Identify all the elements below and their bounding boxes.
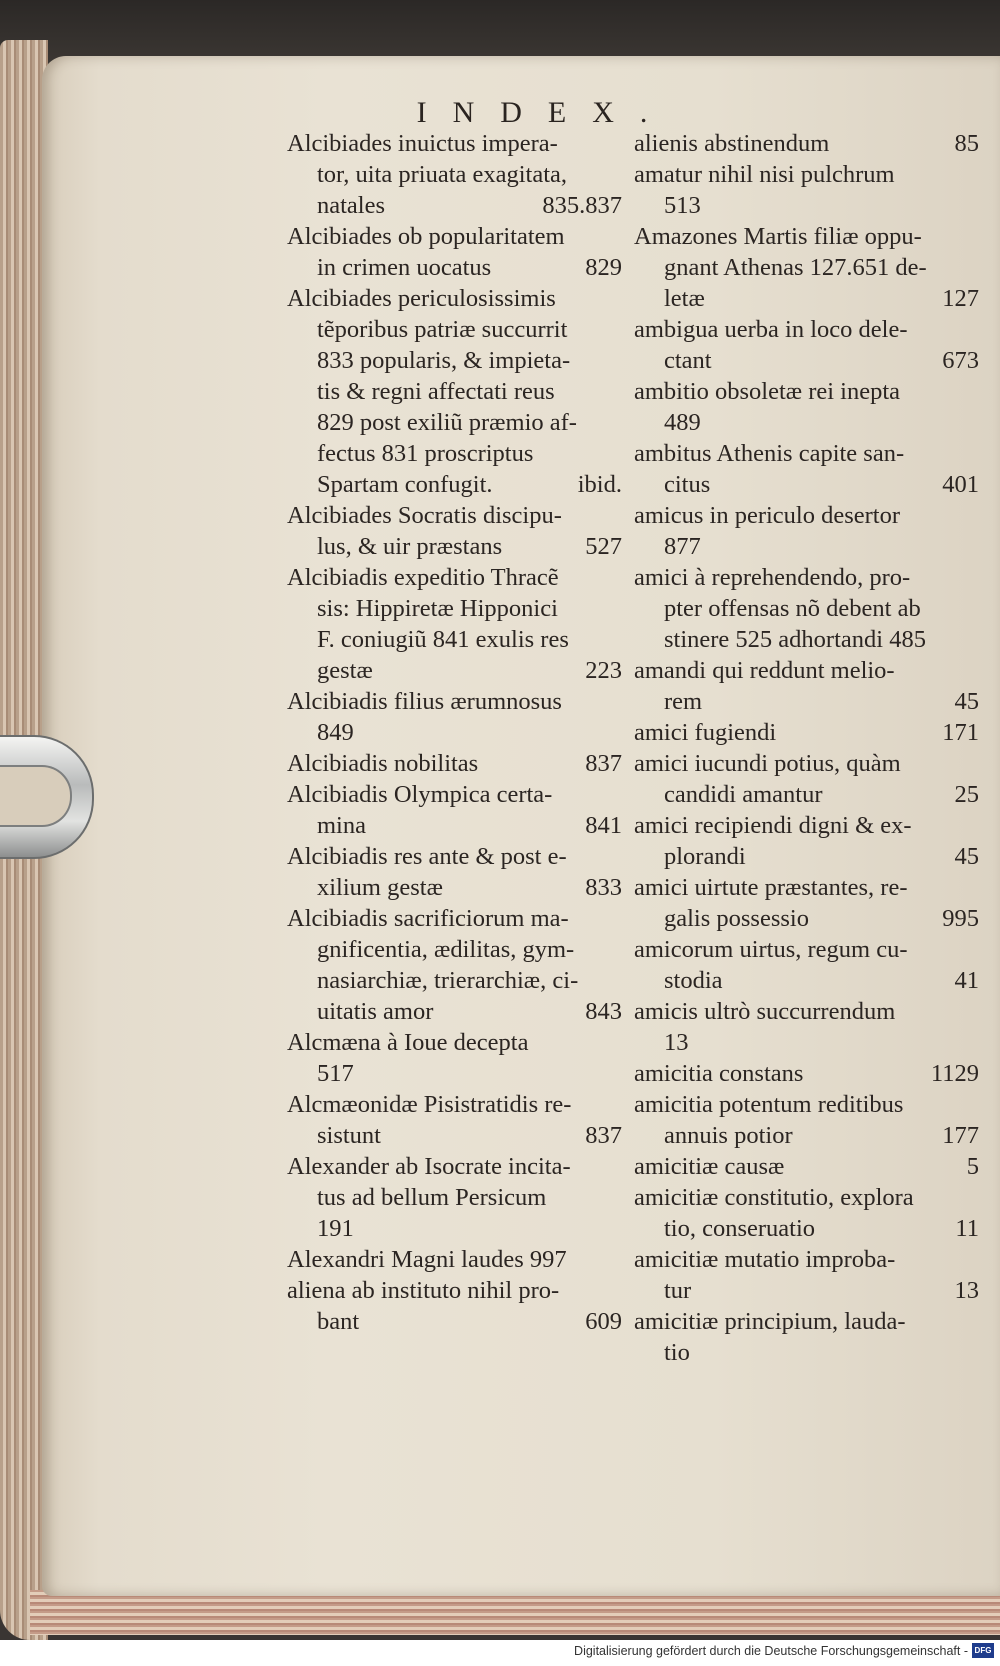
page-number: 1129 [930, 1060, 979, 1087]
index-entry-text: Alcibiades ob popularitatem [287, 223, 565, 250]
index-column-right [634, 128, 979, 1368]
index-entry-text: alienis abstinendum [634, 130, 830, 157]
index-entry-text: Spartam confugit. [317, 471, 493, 498]
index-entry-line [634, 934, 979, 965]
index-entry-text: aliena ab instituto nihil pro- [287, 1277, 560, 1304]
index-entry-line [287, 345, 622, 376]
page-clip-inner [0, 765, 72, 827]
index-entry-text: amatur nihil nisi pulchrum [634, 161, 895, 188]
page-number: 223 [585, 657, 622, 684]
index-entry-line [634, 1213, 979, 1244]
index-entry [287, 903, 622, 1027]
index-entry-line [287, 283, 622, 314]
page-number: 45 [954, 688, 979, 715]
index-entry-text: mina [317, 812, 366, 839]
index-entry-text: amicitiæ principium, lauda- [634, 1308, 906, 1335]
index-entry-line [287, 624, 622, 655]
index-entry-text: stinere 525 adhortandi 485 [664, 626, 926, 653]
index-entry-line [287, 500, 622, 531]
index-entry-text: 489 [664, 409, 701, 436]
index-entry-line [287, 190, 622, 221]
index-entry-text: Alcmæna à Ioue decepta [287, 1029, 529, 1056]
index-entry-line [287, 965, 622, 996]
page-number: 11 [955, 1215, 979, 1242]
index-entry [634, 748, 979, 810]
index-entry-line [634, 1337, 979, 1368]
index-entry-line [287, 717, 622, 748]
index-entry-line [634, 314, 979, 345]
index-entry [287, 1027, 622, 1089]
index-entry-text: Alcibiadis expeditio Thracẽ [287, 564, 559, 591]
index-entry [287, 1275, 622, 1337]
page-number: 833 [585, 874, 622, 901]
page-number: 527 [585, 533, 622, 560]
index-entry-text: fectus 831 proscriptus [317, 440, 534, 467]
index-entry-text: tur [664, 1277, 692, 1304]
index-entry-line [287, 872, 622, 903]
index-entry-line [287, 996, 622, 1027]
index-entry-line [634, 779, 979, 810]
index-entry-line [634, 748, 979, 779]
index-entry [287, 221, 622, 283]
page-number: 177 [942, 1122, 979, 1149]
index-entry-line [287, 562, 622, 593]
index-entry-line [634, 841, 979, 872]
index-entry-line [634, 1306, 979, 1337]
index-entry-line [287, 128, 622, 159]
index-entry-line [634, 593, 979, 624]
index-entry-line [634, 965, 979, 996]
index-entry-text: Alexandri Magni laudes 997 [287, 1246, 567, 1273]
index-entry-line [634, 500, 979, 531]
page-number: 843 [585, 998, 622, 1025]
index-entry-text: sistunt [317, 1122, 381, 1149]
index-entry-text: amici uirtute præstantes, re- [634, 874, 908, 901]
index-entry-text: amicitiæ constitutio, explora [634, 1184, 914, 1211]
index-entry-text: xilium gestæ [317, 874, 443, 901]
index-entry-text: amici à reprehendendo, pro- [634, 564, 911, 591]
index-entry [287, 562, 622, 686]
index-entry-text: ctant [664, 347, 712, 374]
index-entry-text: amicus in periculo desertor [634, 502, 901, 529]
index-entry-text: amicis ultrò succurrendum [634, 998, 896, 1025]
index-entry-text: F. coniugiũ 841 exulis res [317, 626, 569, 653]
index-entry-line [287, 1182, 622, 1213]
index-entry-text: amici recipiendi digni & ex- [634, 812, 912, 839]
index-entry-text: pter offensas nõ debent ab [664, 595, 921, 622]
index-entry-text: tio, conseruatio [664, 1215, 816, 1242]
index-entry-line [287, 159, 622, 190]
index-entry-line [634, 1275, 979, 1306]
page-number: 41 [954, 967, 979, 994]
index-entry-line [287, 748, 622, 779]
page-number: 5 [966, 1153, 979, 1180]
index-entry-text: Alcibiades inuictus impera- [287, 130, 558, 157]
index-entry [287, 283, 622, 500]
index-entry-line [287, 252, 622, 283]
index-entry-line [287, 469, 622, 500]
index-entry [634, 221, 979, 314]
index-entry-text: in crimen uocatus [317, 254, 492, 281]
index-entry-line [634, 283, 979, 314]
index-entry-line [287, 1151, 622, 1182]
index-entry-text: 13 [664, 1029, 689, 1056]
index-entry-text: ambitus Athenis capite san- [634, 440, 905, 467]
index-entry-text: amicorum uirtus, regum cu- [634, 936, 908, 963]
index-entry-text: gnant Athenas 127.651 de- [664, 254, 927, 281]
page-number: 609 [585, 1308, 622, 1335]
index-entry-text: gnificentia, ædilitas, gym- [317, 936, 575, 963]
index-entry-line [634, 221, 979, 252]
page-number: 995 [942, 905, 979, 932]
index-entry [634, 996, 979, 1058]
index-entry-text: letæ [664, 285, 705, 312]
index-entry-line [287, 934, 622, 965]
index-entry-text: ambigua uerba in loco dele- [634, 316, 908, 343]
index-entry-line [634, 531, 979, 562]
index-entry-line [287, 407, 622, 438]
index-entry-text: nasiarchiæ, trierarchiæ, ci- [317, 967, 579, 994]
index-entry-text: sis: Hippiretæ Hipponici [317, 595, 558, 622]
index-entry-line [287, 531, 622, 562]
index-entry-text: Alexander ab Isocrate incita- [287, 1153, 571, 1180]
index-entry-line [287, 841, 622, 872]
index-entry-text: amici iucundi potius, quàm [634, 750, 901, 777]
index-entry-line [634, 1058, 979, 1089]
page-number: 841 [585, 812, 622, 839]
book-bottom-edge [30, 1590, 1000, 1635]
index-entry [634, 1306, 979, 1368]
index-entry-line [634, 1089, 979, 1120]
index-entry-line [287, 1213, 622, 1244]
index-entry-text: natales [317, 192, 386, 219]
page-number: ibid. [577, 471, 622, 498]
index-entry [634, 376, 979, 438]
index-entry-line [287, 221, 622, 252]
index-entry-line [634, 128, 979, 159]
index-entry-line [287, 810, 622, 841]
index-entry-line [634, 903, 979, 934]
index-entry-line [634, 1151, 979, 1182]
index-entry-line [634, 872, 979, 903]
index-entry [287, 500, 622, 562]
index-entry-line [634, 252, 979, 283]
index-entry [634, 562, 979, 655]
index-entry-line [634, 159, 979, 190]
index-entry-text: candidi amantur [664, 781, 823, 808]
index-entry [634, 314, 979, 376]
index-entry [634, 810, 979, 872]
index-entry [634, 1151, 979, 1182]
index-entry-line [287, 1120, 622, 1151]
index-column-left [287, 128, 622, 1337]
index-entry [287, 779, 622, 841]
index-entry-line [634, 1182, 979, 1213]
index-entry-text: tor, uita priuata exagitata, [317, 161, 568, 188]
page-title: INDEX. [416, 96, 674, 129]
index-entry-line [287, 1027, 622, 1058]
index-entry-text: Amazones Martis filiæ oppu- [634, 223, 922, 250]
index-entry-text: amicitiæ mutatio improba- [634, 1246, 896, 1273]
index-entry [287, 128, 622, 221]
index-entry-line [634, 190, 979, 221]
index-entry [287, 748, 622, 779]
index-entry-text: Alcibiadis sacrificiorum ma- [287, 905, 569, 932]
index-entry-text: Alcibiadis Olympica certa- [287, 781, 553, 808]
index-entry-text: 877 [664, 533, 701, 560]
index-entry-line [634, 717, 979, 748]
index-entry-text: 191 [317, 1215, 354, 1242]
page-number: 45 [954, 843, 979, 870]
index-entry-text: 829 post exiliũ præmio af- [317, 409, 577, 436]
index-entry-text: gestæ [317, 657, 373, 684]
index-entry-line [287, 1244, 622, 1275]
page-number: 401 [942, 471, 979, 498]
index-entry-text: tio [664, 1339, 690, 1366]
index-entry-line [634, 1027, 979, 1058]
index-entry-text: rem [664, 688, 703, 715]
index-entry-line [634, 1244, 979, 1275]
index-entry-text: 513 [664, 192, 701, 219]
index-entry [287, 841, 622, 903]
index-entry-line [634, 996, 979, 1027]
index-entry-text: citus [664, 471, 711, 498]
index-entry-line [287, 686, 622, 717]
page-number: 835.837 [542, 192, 622, 219]
index-entry-line [287, 903, 622, 934]
index-entry-line [634, 345, 979, 376]
index-entry-line [287, 655, 622, 686]
index-entry-line [287, 376, 622, 407]
index-entry-text: amandi qui reddunt melio- [634, 657, 895, 684]
index-entry-text: uitatis amor [317, 998, 434, 1025]
index-entry [287, 1151, 622, 1244]
page-number: 837 [585, 1122, 622, 1149]
index-entry-text: annuis potior [664, 1122, 793, 1149]
index-entry-line [287, 438, 622, 469]
index-entry-text: tẽporibus patriæ succurrit [317, 316, 568, 343]
page-number: 127 [942, 285, 979, 312]
index-entry-text: 849 [317, 719, 354, 746]
index-entry-line [634, 562, 979, 593]
index-entry [634, 1182, 979, 1244]
index-entry-text: amicitia constans [634, 1060, 804, 1087]
index-entry-text: 833 popularis, & impieta- [317, 347, 571, 374]
index-entry-text: tus ad bellum Persicum [317, 1184, 547, 1211]
index-entry-text: Alcibiades periculosissimis [287, 285, 556, 312]
index-entry-text: amicitiæ causæ [634, 1153, 785, 1180]
index-entry [634, 128, 979, 159]
index-entry-line [634, 810, 979, 841]
page-number: 13 [954, 1277, 979, 1304]
index-entry-line [287, 1058, 622, 1089]
page-number: 85 [954, 130, 979, 157]
index-entry [634, 1089, 979, 1151]
index-entry-line [634, 686, 979, 717]
index-entry-text: ambitio obsoletæ rei inepta [634, 378, 901, 405]
index-entry-text: lus, & uir præstans [317, 533, 503, 560]
index-entry-text: galis possessio [664, 905, 809, 932]
index-entry [287, 1089, 622, 1151]
index-entry-line [287, 1275, 622, 1306]
page-number: 25 [954, 781, 979, 808]
index-entry [634, 655, 979, 717]
page-number: 673 [942, 347, 979, 374]
index-entry-text: Alcibiadis nobilitas [287, 750, 479, 777]
index-entry [634, 872, 979, 934]
index-entry-line [287, 779, 622, 810]
index-entry [634, 500, 979, 562]
index-entry-line [634, 655, 979, 686]
index-entry-text: Alcmæonidæ Pisistratidis re- [287, 1091, 572, 1118]
index-entry [634, 438, 979, 500]
index-entry-line [287, 314, 622, 345]
index-entry-text: amicitia potentum reditibus [634, 1091, 904, 1118]
page-number: 829 [585, 254, 622, 281]
footer-text: Digitalisierung gefördert durch die Deutsche Forschungsgemeinschaft - [574, 1644, 968, 1658]
page-number: 171 [942, 719, 979, 746]
dfg-logo: DFG [972, 1643, 994, 1658]
index-entry-text: Alcibiades Socratis discipu- [287, 502, 562, 529]
index-entry [634, 717, 979, 748]
index-entry-text: tis & regni affectati reus [317, 378, 555, 405]
index-entry-text: Alcibiadis filius ærumnosus [287, 688, 562, 715]
index-entry [634, 934, 979, 996]
index-entry [634, 1058, 979, 1089]
index-entry-text: 517 [317, 1060, 354, 1087]
index-entry-line [634, 1120, 979, 1151]
index-entry-text: bant [317, 1308, 360, 1335]
index-entry-line [634, 407, 979, 438]
index-entry [634, 1244, 979, 1306]
index-entry-text: Alcibiadis res ante & post e- [287, 843, 567, 870]
index-entry [287, 686, 622, 748]
index-entry-text: amici fugiendi [634, 719, 777, 746]
index-entry-line [634, 438, 979, 469]
page-number: 837 [585, 750, 622, 777]
index-entry-text: plorandi [664, 843, 746, 870]
index-entry [287, 1244, 622, 1275]
index-entry-text: stodia [664, 967, 723, 994]
index-entry-line [287, 1306, 622, 1337]
index-entry-line [634, 469, 979, 500]
index-entry-line [287, 1089, 622, 1120]
index-entry-line [634, 624, 979, 655]
index-entry-line [634, 376, 979, 407]
index-entry [634, 159, 979, 221]
index-entry-line [287, 593, 622, 624]
